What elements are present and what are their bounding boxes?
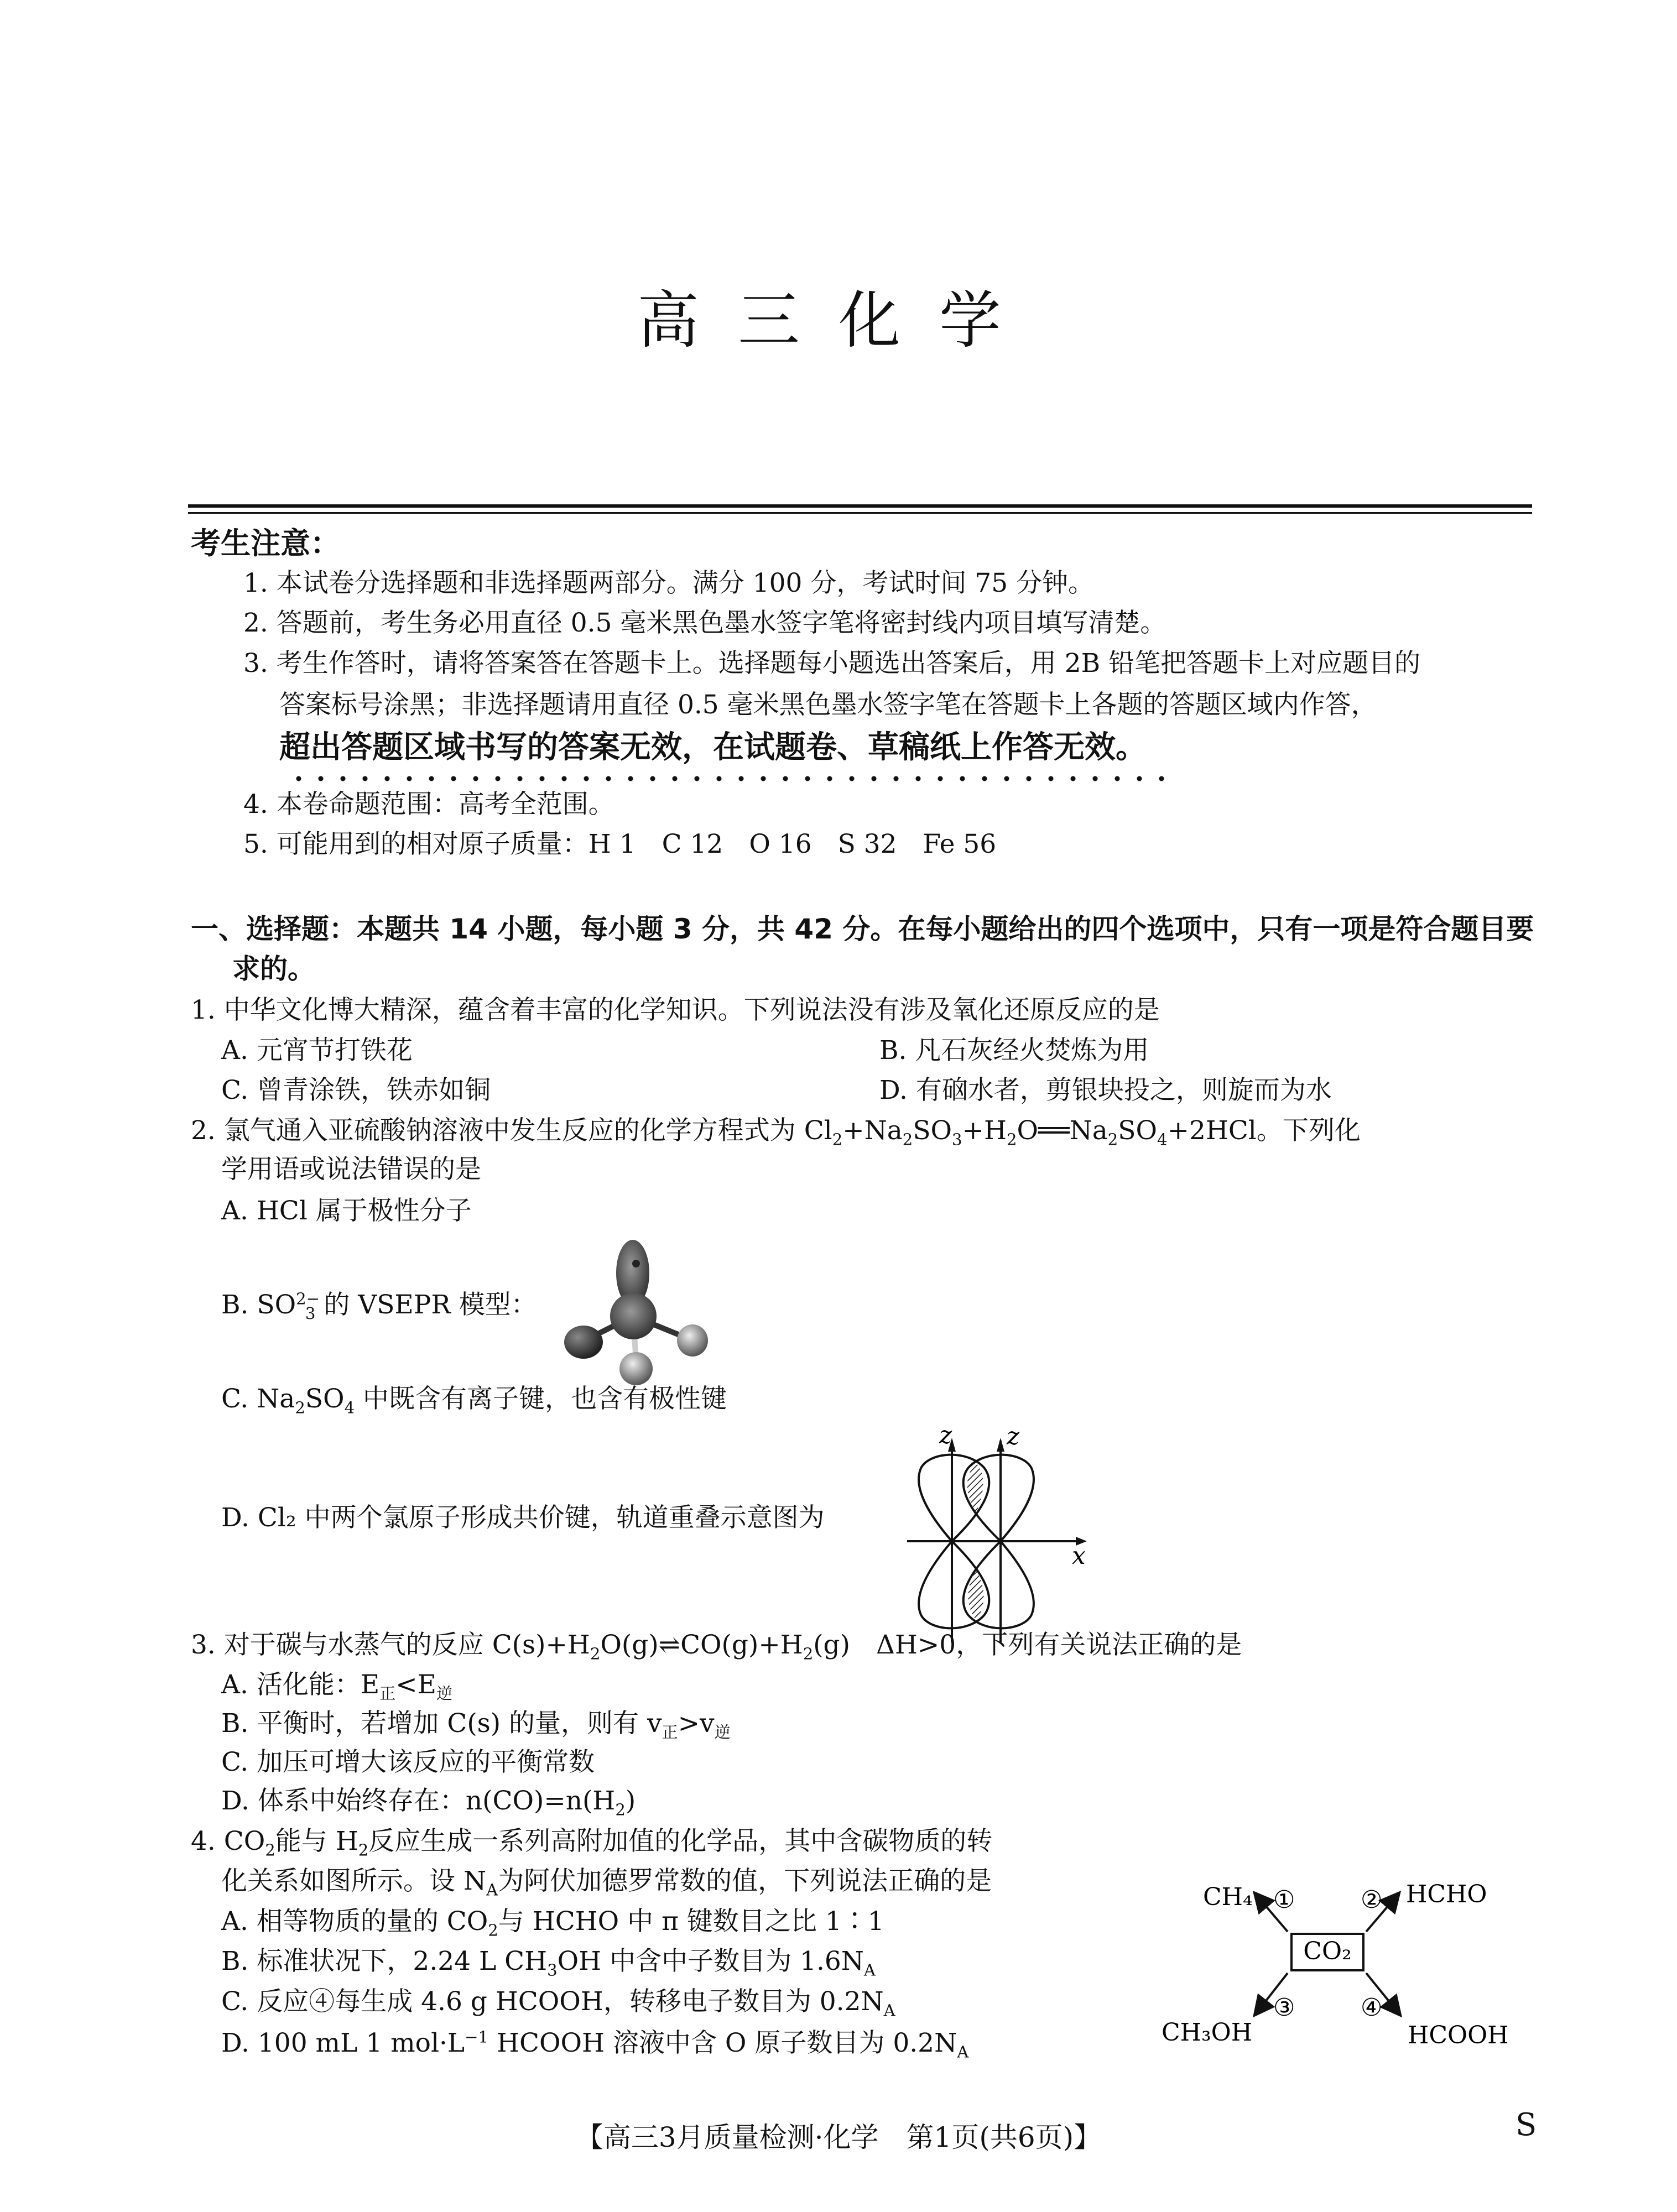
q3-d-text: D. 体系中始终存在：n(CO)=n(H bbox=[221, 1786, 616, 1816]
q2-text-e: O══Na bbox=[1017, 1115, 1108, 1146]
product-hcooh: HCOOH bbox=[1408, 2021, 1509, 2049]
corner-mark: S bbox=[1515, 2107, 1537, 2143]
q2-sub: 2 bbox=[902, 1130, 913, 1149]
q4-text: 4. CO bbox=[191, 1826, 265, 1856]
q3-b-text: B. 平衡时，若增加 C(s) 的量，则有 v bbox=[221, 1708, 662, 1739]
q2-stem-cont: 学用语或说法错误的是 bbox=[221, 1154, 481, 1185]
q2-b-text2: 的 VSEPR 模型： bbox=[315, 1290, 537, 1320]
note-4: 4. 本卷命题范围：高考全范围。 bbox=[243, 789, 614, 820]
q3-a-text: A. 活化能：E bbox=[221, 1670, 380, 1700]
axis-label-x: x bbox=[1072, 1542, 1086, 1570]
q3-b-sub: 逆 bbox=[714, 1723, 731, 1742]
question-1-stem: 1. 中华文化博大精深，蕴含着丰富的化学知识。下列说法没有涉及氧化还原反应的是 bbox=[191, 995, 1160, 1025]
q4-sub: 2 bbox=[265, 1840, 275, 1860]
q4-option-d bbox=[221, 2027, 968, 2060]
q4-option-c bbox=[221, 1985, 895, 2018]
q3-a-text2: <E bbox=[395, 1670, 436, 1700]
q4-text5: 为阿伏加德罗常数的值，下列说法正确的是 bbox=[498, 1866, 992, 1896]
q2-sub: 3 bbox=[952, 1130, 962, 1149]
q3-d-sub: 2 bbox=[615, 1800, 626, 1819]
q2-sub: 2 bbox=[1006, 1130, 1017, 1149]
q3-sub: 2 bbox=[590, 1644, 601, 1663]
q4-sub: A bbox=[486, 1880, 498, 1900]
product-hcho: HCHO bbox=[1406, 1880, 1487, 1908]
q4-b-text2: OH 中含中子数目为 1.6N bbox=[557, 1946, 864, 1976]
section-heading-cont: 求的。 bbox=[232, 953, 315, 985]
product-ch4: CH₄ bbox=[1203, 1883, 1253, 1911]
q2-c-text: C. Na bbox=[221, 1384, 295, 1414]
q4-a-text2: 与 HCHO 中 π 键数目之比 1∶1 bbox=[498, 1906, 884, 1937]
q4-d-sup: −1 bbox=[465, 2027, 489, 2047]
q2-c-text3: 中既含有离子键，也含有极性键 bbox=[355, 1384, 727, 1414]
q2-text-d: +H bbox=[962, 1115, 1007, 1146]
header-rule-thick bbox=[188, 504, 1532, 508]
q3-sub: 2 bbox=[803, 1644, 814, 1663]
q4-text4: 化关系如图所示。设 N bbox=[221, 1866, 487, 1896]
q4-option-a bbox=[221, 1905, 884, 1938]
question-2-stem bbox=[191, 1114, 1361, 1147]
q4-stem-cont bbox=[221, 1865, 992, 1898]
q3-text3: (g) ΔH>0，下列有关说法正确的是 bbox=[813, 1630, 1242, 1660]
q3-b-text2: >v bbox=[678, 1708, 715, 1739]
q2-sub: 2 bbox=[1107, 1130, 1118, 1149]
q2-c-sub: 2 bbox=[295, 1398, 305, 1417]
q1-option-d: D. 有硇水者，剪银块投之，则旋而为水 bbox=[879, 1075, 1332, 1105]
orbital-overlap-diagram bbox=[896, 1421, 1086, 1637]
route-label-2: ② bbox=[1361, 1886, 1383, 1914]
q4-text3: 反应生成一系列高附加值的化学品，其中含碳物质的转 bbox=[368, 1826, 993, 1856]
central-atom bbox=[610, 1293, 657, 1339]
oxygen-atom bbox=[619, 1352, 653, 1385]
note-3-emphasis: 超出答题区域书写的答案无效，在试题卷、草稿纸上作答无效。 bbox=[279, 729, 1147, 765]
q2-option-a: A. HCl 属于极性分子 bbox=[221, 1196, 472, 1226]
q3-option-b bbox=[221, 1707, 731, 1740]
q2-option-d: D. Cl₂ 中两个氯原子形成共价键，轨道重叠示意图为 bbox=[221, 1503, 825, 1533]
q1-option-c: C. 曾青涂铁，铁赤如铜 bbox=[221, 1075, 491, 1105]
route-label-3: ③ bbox=[1273, 1994, 1295, 2022]
q3-b-sub: 正 bbox=[662, 1723, 678, 1742]
emphasis-dots bbox=[288, 776, 1173, 781]
q4-sub: 2 bbox=[358, 1840, 369, 1860]
route-label-1: ① bbox=[1273, 1886, 1295, 1914]
q2-option-c bbox=[221, 1383, 727, 1416]
q2-sub: 4 bbox=[1157, 1130, 1168, 1149]
note-5: 5. 可能用到的相对原子质量：H 1 C 12 O 16 S 32 Fe 56 bbox=[243, 829, 997, 859]
page-footer: 【高三3月质量检测·化学 第1页(共6页)】 bbox=[575, 2121, 1102, 2153]
notes-heading: 考生注意： bbox=[191, 526, 340, 561]
q2-option-b bbox=[221, 1288, 537, 1322]
q3-option-d bbox=[221, 1785, 636, 1818]
q1-option-a: A. 元宵节打铁花 bbox=[221, 1035, 413, 1066]
q2-text-f: SO bbox=[1118, 1115, 1158, 1146]
q2-text-a: 2. 氯气通入亚硫酸钠溶液中发生反应的化学方程式为 Cl bbox=[191, 1115, 832, 1146]
product-ch3oh: CH₃OH bbox=[1162, 2018, 1253, 2047]
q4-a-sub: 2 bbox=[488, 1921, 498, 1940]
q4-text2: 能与 H bbox=[275, 1826, 358, 1856]
q4-d-text: D. 100 mL 1 mol·L bbox=[221, 2028, 465, 2058]
q3-d-text2: ) bbox=[625, 1786, 636, 1816]
q2-text-g: +2HCl。下列化 bbox=[1167, 1115, 1361, 1146]
q4-b-text: B. 标准状况下，2.24 L CH bbox=[221, 1946, 548, 1976]
q2-b-sub: 3 bbox=[305, 1304, 316, 1323]
q2-b-charge: 2− bbox=[296, 1289, 320, 1308]
note-1: 1. 本试卷分选择题和非选择题两部分。满分 100 分，考试时间 75 分钟。 bbox=[243, 568, 1095, 598]
co2-label: CO₂ bbox=[1303, 1937, 1352, 1965]
q4-c-sub: A bbox=[883, 2001, 895, 2020]
q4-d-text2: HCOOH 溶液中含 O 原子数目为 0.2N bbox=[488, 2028, 957, 2058]
axis-label-z: z bbox=[939, 1421, 952, 1449]
question-3-stem bbox=[191, 1629, 1242, 1662]
axis-label-z: z bbox=[1007, 1422, 1020, 1451]
note-3-cont: 答案标号涂黑；非选择题请用直径 0.5 毫米黑色墨水签字笔在答题卡上各题的答题区域内作答， bbox=[279, 690, 1377, 720]
q1-option-b: B. 凡石灰经火焚炼为用 bbox=[879, 1035, 1149, 1066]
q2-c-text2: SO bbox=[305, 1384, 345, 1414]
q3-a-sub: 逆 bbox=[436, 1684, 453, 1703]
q2-b-text: B. SO bbox=[221, 1290, 296, 1320]
route-label-4: ④ bbox=[1361, 1994, 1383, 2022]
q3-option-c: C. 加压可增大该反应的平衡常数 bbox=[221, 1747, 595, 1777]
q3-a-sub: 正 bbox=[379, 1684, 396, 1703]
q4-a-text: A. 相等物质的量的 CO bbox=[221, 1906, 488, 1937]
page-title: 高三化学 bbox=[637, 285, 1040, 357]
header-rule-thin bbox=[188, 512, 1532, 514]
q4-b-sub: A bbox=[863, 1960, 876, 1980]
q2-text-b: +Na bbox=[842, 1115, 903, 1146]
section-heading: 一、选择题：本题共 14 小题，每小题 3 分，共 42 分。在每小题给出的四个选项中，只有一项是符合题目要 bbox=[191, 913, 1534, 945]
question-4-stem bbox=[191, 1825, 992, 1858]
q4-b-sub: 3 bbox=[547, 1960, 558, 1980]
q4-option-b bbox=[221, 1945, 876, 1978]
q3-text: 3. 对于碳与水蒸气的反应 C(s)+H bbox=[191, 1630, 590, 1660]
q2-text-c: SO bbox=[913, 1115, 952, 1146]
q4-c-text: C. 反应④每生成 4.6 g HCOOH，转移电子数目为 0.2N bbox=[221, 1986, 884, 2017]
vsepr-model-image bbox=[548, 1233, 713, 1394]
note-3: 3. 考生作答时，请将答案答在答题卡上。选择题每小题选出答案后，用 2B 铅笔把答题卡上对应题目的 bbox=[243, 648, 1421, 679]
q2-c-sub: 4 bbox=[344, 1398, 355, 1417]
oxygen-atom bbox=[677, 1324, 708, 1357]
oxygen-atom bbox=[564, 1326, 603, 1359]
q3-option-a bbox=[221, 1668, 452, 1702]
q3-text2: O(g)⇌CO(g)+H bbox=[600, 1630, 803, 1660]
q4-d-sub: A bbox=[957, 2042, 969, 2062]
note-2: 2. 答题前，考生务必用直径 0.5 毫米黑色墨水签字笔将密封线内项目填写清楚。 bbox=[243, 608, 1166, 638]
q2-sub: 2 bbox=[832, 1130, 843, 1149]
co2-conversion-diagram bbox=[1150, 1825, 1538, 2057]
